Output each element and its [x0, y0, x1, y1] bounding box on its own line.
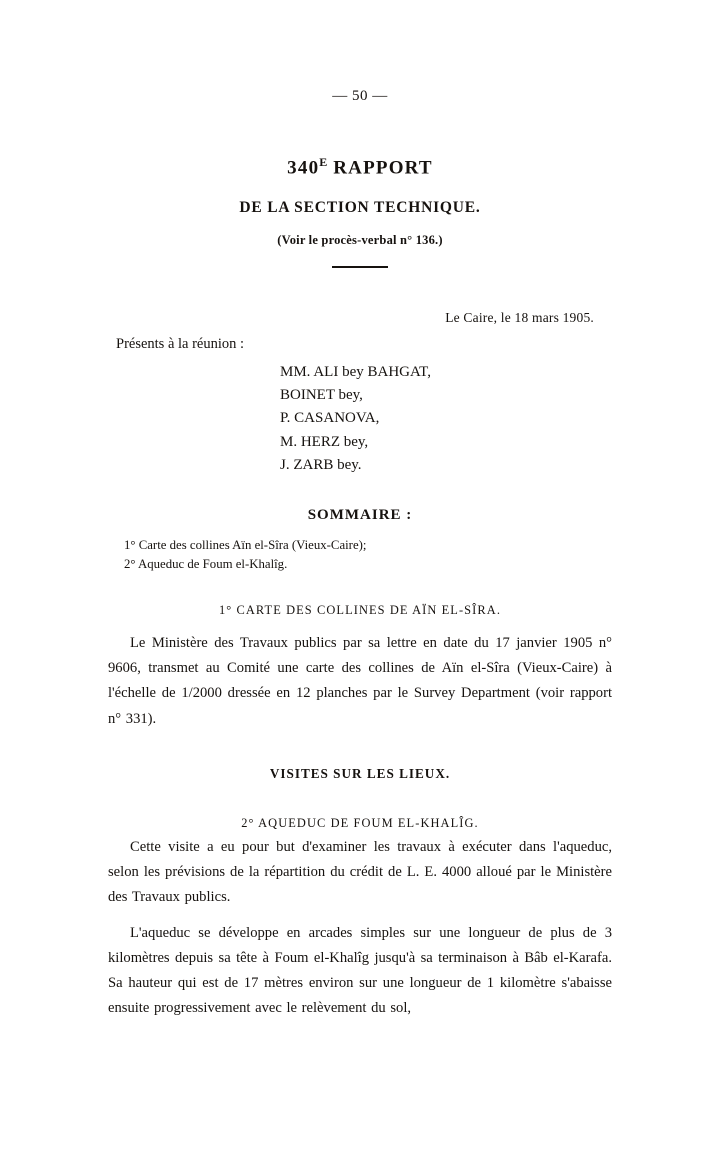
- title-block: [108, 155, 612, 268]
- report-subtitle: DE LA SECTION TECHNIQUE.: [239, 199, 481, 217]
- section-heading-aqueduc: 2° AQUEDUC DE FOUM EL-KHALÎG.: [241, 815, 479, 830]
- paragraph: Le Ministère des Travaux publics par sa lettre en date du 17 janvier 1905 n° 9606, transmet au Comité une carte des collines de Aïn el-Sîra (Vieux-Caire) à l'échelle de 1/2000 dressée en 12 planches par le Survey Department (voir rapport n° 331).: [108, 635, 612, 727]
- dateline: Le Caire, le 18 mars 1905.: [445, 309, 594, 325]
- section-heading-visites: VISITES SUR LES LIEUX.: [269, 765, 451, 781]
- document-page: [0, 88, 720, 1170]
- list-item: M. HERZ bey,: [280, 433, 369, 450]
- list-item: 2° Aqueduc de Foum el-Khalîg.: [124, 556, 288, 571]
- summary-heading: SOMMAIRE :: [307, 507, 413, 524]
- paragraph: Cette visite a eu pour but d'examiner les travaux à exécuter dans l'aqueduc, selon les prévisions de la répartition du crédit de L. E. 4000 alloué par le Ministère des Travaux publics.: [108, 838, 612, 905]
- list-item: J. ZARB bey.: [280, 456, 362, 473]
- report-ordinal: E: [319, 155, 328, 169]
- report-word: RAPPORT: [333, 157, 433, 179]
- attendance-label: Présents à la réunion :: [116, 335, 245, 352]
- attendee-list: [108, 361, 612, 477]
- page-folio: — 50 —: [332, 88, 388, 104]
- list-item: P. CASANOVA,: [280, 410, 380, 427]
- divider-rule: [332, 266, 388, 268]
- list-item: MM. ALI bey BAHGAT,: [280, 363, 431, 380]
- list-item: BOINET bey,: [280, 387, 363, 404]
- page-title: [108, 155, 612, 179]
- report-reference: (Voir le procès-verbal n° 136.): [277, 233, 443, 248]
- list-item: 1° Carte des collines Aïn el-Sîra (Vieux-Caire);: [124, 538, 367, 553]
- section-heading-carte: 1° CARTE DES COLLINES DE AÏN EL-SÎRA.: [218, 603, 502, 618]
- summary-list: [108, 536, 612, 573]
- report-number: 340: [287, 157, 320, 179]
- paragraph: L'aqueduc se développe en arcades simples sur une longueur de plus de 3 kilomètres depuis sa tête à Foum el-Khalîg jusqu'à sa terminaison à Bâb el-Karafa. Sa hauteur qui est de 17 mètres environ sur une longueur de 1 kilomètre s'abaisse ensuite progressivement avec le relèvement du sol,: [108, 924, 612, 1017]
